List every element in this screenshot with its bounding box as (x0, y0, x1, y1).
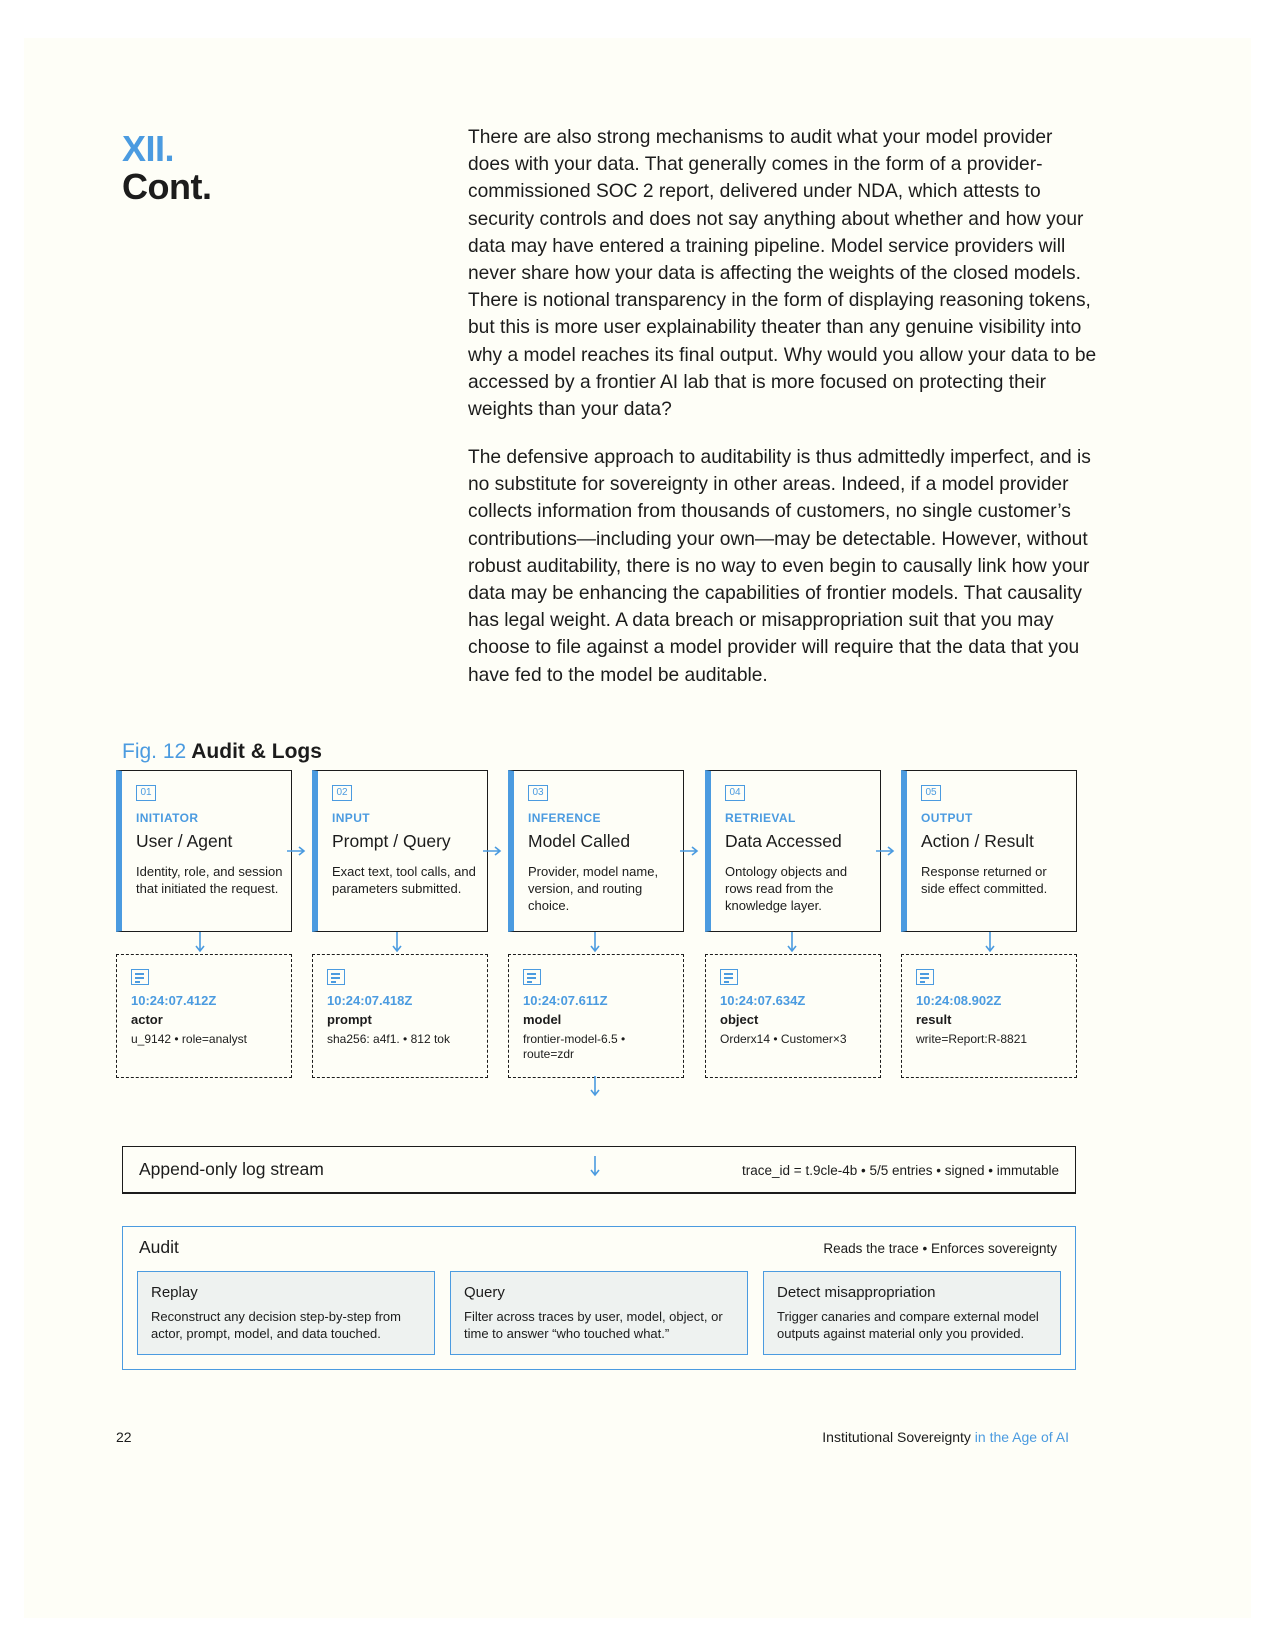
step-box-output (901, 770, 1077, 932)
log-value: Orderx14 • Customer×3 (720, 1032, 847, 1046)
audit-card-description: Reconstruct any decision step-by-step from actor, prompt, model, and data touched. (151, 1309, 401, 1341)
log-value: write=Report:R-8821 (916, 1032, 1028, 1046)
body-paragraph-2: The defensive approach to auditability is thus admittedly imperfect, and is no substitute for sovereignty in other areas. Indeed, if a model provider collects information from thousands of customers, no single customer’s contributions—including your own—may be detectable. However, without robust auditability, there is no way to even begin to causally link how your data may be enhancing the capabilities of frontier models. That causality has legal weight. A data breach or misappropriation suit that you may choose to file against a model provider will require that the data that you have fed to the model be auditable. (468, 447, 1091, 686)
step-description: Response returned or side effect committed. (921, 864, 1048, 896)
audit-card-title: Detect misappropriation (777, 1284, 936, 1301)
step-box-initiator (116, 770, 292, 932)
log-value: u_9142 • role=analyst (131, 1032, 247, 1046)
step-description: Ontology objects and rows read from the knowledge layer. (725, 864, 848, 913)
log-document-icon (131, 969, 149, 985)
log-value: sha256: a4f1. • 812 tok (327, 1032, 450, 1046)
section-title: Cont. (122, 166, 212, 207)
step-number: 04 (725, 785, 745, 801)
log-timestamp: 10:24:08.902Z (916, 993, 1002, 1008)
step-number: 03 (528, 785, 548, 801)
audit-card-detect-misappropriation (763, 1271, 1061, 1355)
arrow-right-icon (287, 846, 307, 856)
body-paragraph-1: There are also strong mechanisms to audit what your model provider does with your data. That generally comes in the form of a provider-commissioned SOC 2 report, delivered under NDA, which attests to security controls and does not say anything about whether and how your data may have entered a training pipeline. Model service providers will never share how your data is affecting the weights of the closed models. There is notional transparency in the form of displaying reasoning tokens, but this is more user explainability theater than any genuine visibility into why a model reaches its final output. Why would you allow your data to be accessed by a frontier AI lab that is more focused on protecting their weights than your data? (468, 127, 1097, 421)
arrow-right-icon (483, 846, 503, 856)
audit-card-description: Filter across traces by user, model, object, or time to answer “who touched what.” (464, 1309, 723, 1341)
arrow-down-icon (589, 932, 601, 954)
page-number: 22 (116, 1429, 132, 1445)
step-description: Exact text, tool calls, and parameters submitted. (332, 864, 476, 896)
step-title: Action / Result (921, 831, 1034, 851)
log-timestamp: 10:24:07.412Z (131, 993, 217, 1008)
step-box-retrieval (705, 770, 881, 932)
step-title: Data Accessed (725, 831, 842, 851)
arrow-down-icon (589, 1076, 601, 1098)
log-stream-label: Append-only log stream (139, 1159, 324, 1179)
step-box-input (312, 770, 488, 932)
log-document-icon (523, 969, 541, 985)
audit-card-replay (137, 1271, 435, 1355)
step-category: INITIATOR (136, 811, 199, 825)
footer-title-accent: in the Age of AI (970, 1429, 1069, 1445)
audit-meta: Reads the trace • Enforces sovereignty (823, 1241, 1057, 1256)
log-entry-prompt (312, 954, 488, 1078)
audit-card-description: Trigger canaries and compare external model outputs against material only you provided. (777, 1309, 1039, 1341)
log-field: model (523, 1012, 562, 1027)
log-entry-model (508, 954, 684, 1078)
log-value: frontier-model-6.5 • route=zdr (523, 1032, 626, 1061)
arrow-down-icon (984, 932, 996, 954)
log-document-icon (916, 969, 934, 985)
section-number: XII. (122, 128, 175, 169)
step-category: INFERENCE (528, 811, 601, 825)
arrow-down-icon (391, 932, 403, 954)
arrow-right-icon (876, 846, 896, 856)
step-category: RETRIEVAL (725, 811, 796, 825)
arrow-down-icon (194, 932, 206, 954)
step-category: INPUT (332, 811, 370, 825)
step-number: 01 (136, 785, 156, 801)
log-document-icon (327, 969, 345, 985)
audit-card-title: Query (464, 1284, 505, 1301)
page (24, 38, 1251, 1618)
step-title: Model Called (528, 831, 631, 851)
footer-title-main: Institutional Sovereignty (822, 1429, 971, 1445)
footer-title (822, 1429, 1069, 1445)
step-category: OUTPUT (921, 811, 973, 825)
figure-caption (122, 740, 322, 764)
step-title: User / Agent (136, 831, 233, 851)
arrow-right-icon (680, 846, 700, 856)
figure-title: Audit & Logs (191, 740, 322, 763)
audit-label: Audit (139, 1237, 179, 1257)
step-number: 02 (332, 785, 352, 801)
step-number: 05 (921, 785, 941, 801)
log-entry-result (901, 954, 1077, 1078)
log-timestamp: 10:24:07.634Z (720, 993, 806, 1008)
step-title: Prompt / Query (332, 831, 451, 851)
step-box-inference (508, 770, 684, 932)
log-timestamp: 10:24:07.418Z (327, 993, 413, 1008)
step-description: Identity, role, and session that initiated the request. (136, 864, 283, 896)
figure-number: Fig. 12 (122, 740, 187, 763)
log-entry-actor (116, 954, 292, 1078)
audit-card-query (450, 1271, 748, 1355)
log-field: result (916, 1012, 952, 1027)
log-field: object (720, 1012, 759, 1027)
log-field: actor (131, 1012, 163, 1027)
log-stream-meta: trace_id = t.9cle-4b • 5/5 entries • signed • immutable (742, 1163, 1059, 1178)
log-document-icon (720, 969, 738, 985)
audit-card-title: Replay (151, 1284, 198, 1301)
audit-box (122, 1226, 1076, 1370)
arrow-down-icon (589, 1156, 601, 1178)
log-entry-object (705, 954, 881, 1078)
log-field: prompt (327, 1012, 372, 1027)
arrow-down-icon (786, 932, 798, 954)
step-description: Provider, model name, version, and routing choice. (528, 864, 659, 913)
log-timestamp: 10:24:07.611Z (523, 993, 608, 1008)
